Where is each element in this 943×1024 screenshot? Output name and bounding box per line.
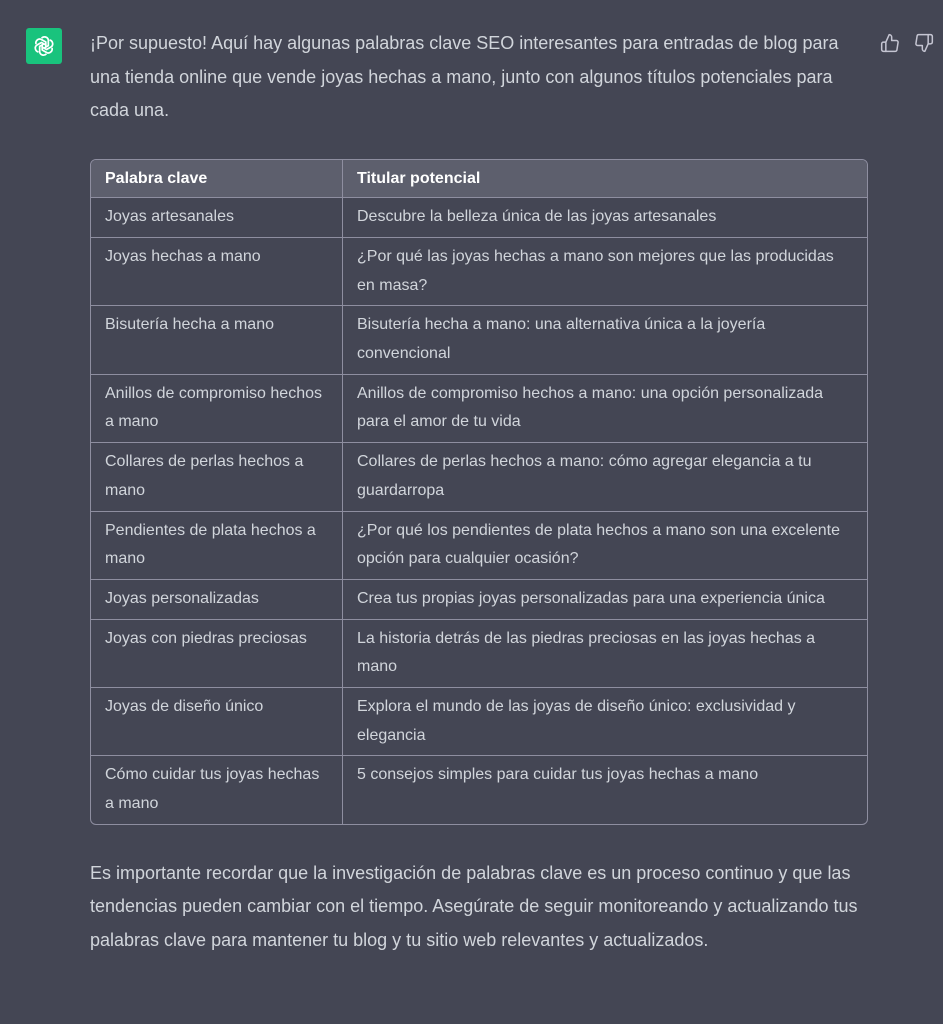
headline-cell: Crea tus propias joyas personalizadas para una experiencia única bbox=[343, 579, 868, 619]
keyword-cell: Bisutería hecha a mano bbox=[105, 316, 274, 334]
headline-cell: Bisutería hecha a mano: una alternativa única a la joyería convencional bbox=[343, 306, 868, 374]
headline-cell: ¿Por qué las joyas hechas a mano son mejores que las producidas en masa? bbox=[343, 237, 868, 305]
thumbs-down-icon bbox=[914, 33, 934, 53]
feedback-buttons bbox=[877, 30, 937, 56]
column-header-headline: Titular potencial bbox=[343, 160, 868, 198]
table-row bbox=[91, 619, 867, 687]
table-row bbox=[91, 374, 867, 442]
table-row bbox=[91, 756, 867, 824]
table-row bbox=[91, 579, 867, 619]
keyword-cell: Joyas con piedras preciosas bbox=[105, 629, 307, 647]
keyword-cell: Anillos de compromiso hechos a mano bbox=[105, 384, 322, 431]
keyword-cell: Cómo cuidar tus joyas hechas a mano bbox=[105, 766, 320, 813]
keyword-cell: Joyas hechas a mano bbox=[105, 247, 261, 265]
thumbs-down-button[interactable] bbox=[911, 30, 937, 56]
table-row bbox=[91, 511, 867, 579]
thumbs-up-button[interactable] bbox=[877, 30, 903, 56]
keywords-table bbox=[91, 160, 867, 824]
intro-paragraph: ¡Por supuesto! Aquí hay algunas palabras clave SEO interesantes para entradas de blog para una tienda online que vende joyas hechas a mano, junto con algunos títulos potenciales para cada una. bbox=[90, 33, 839, 120]
assistant-message bbox=[90, 27, 868, 957]
table-row bbox=[91, 443, 867, 511]
table-row bbox=[91, 237, 867, 305]
closing-paragraph: Es importante recordar que la investigación de palabras clave es un proceso continuo y que las tendencias pueden cambiar con el tiempo. Asegúrate de seguir monitoreando y actualizando tus palabras clave para mantener tu blog y tu sitio web relevantes y actualizados. bbox=[90, 862, 858, 950]
headline-cell: Descubre la belleza única de las joyas artesanales bbox=[343, 198, 868, 238]
headline-cell: ¿Por qué los pendientes de plata hechos a mano son una excelente opción para cualquier ocasión? bbox=[343, 511, 868, 579]
openai-logo-icon bbox=[31, 33, 57, 59]
keyword-cell: Collares de perlas hechos a mano bbox=[105, 453, 304, 499]
keyword-cell: Joyas artesanales bbox=[105, 208, 234, 226]
column-header-keyword: Palabra clave bbox=[91, 160, 343, 198]
headline-cell: Explora el mundo de las joyas de diseño único: exclusividad y elegancia bbox=[343, 688, 868, 756]
headline-cell: Collares de perlas hechos a mano: cómo agregar elegancia a tu guardarropa bbox=[343, 443, 868, 511]
keyword-cell: Joyas personalizadas bbox=[105, 589, 259, 607]
headline-cell: 5 consejos simples para cuidar tus joyas hechas a mano bbox=[343, 756, 868, 824]
headline-cell: La historia detrás de las piedras preciosas en las joyas hechas a mano bbox=[343, 619, 868, 687]
keyword-cell: Pendientes de plata hechos a mano bbox=[105, 521, 316, 568]
table-header-row bbox=[91, 160, 867, 198]
keywords-table-container bbox=[90, 159, 868, 825]
assistant-avatar bbox=[26, 28, 62, 64]
table-row bbox=[91, 688, 867, 756]
thumbs-up-icon bbox=[880, 33, 900, 53]
headline-cell: Anillos de compromiso hechos a mano: una opción personalizada para el amor de tu vida bbox=[343, 374, 868, 442]
table-row bbox=[91, 306, 867, 374]
keyword-cell: Joyas de diseño único bbox=[105, 698, 264, 716]
table-row bbox=[91, 198, 867, 238]
